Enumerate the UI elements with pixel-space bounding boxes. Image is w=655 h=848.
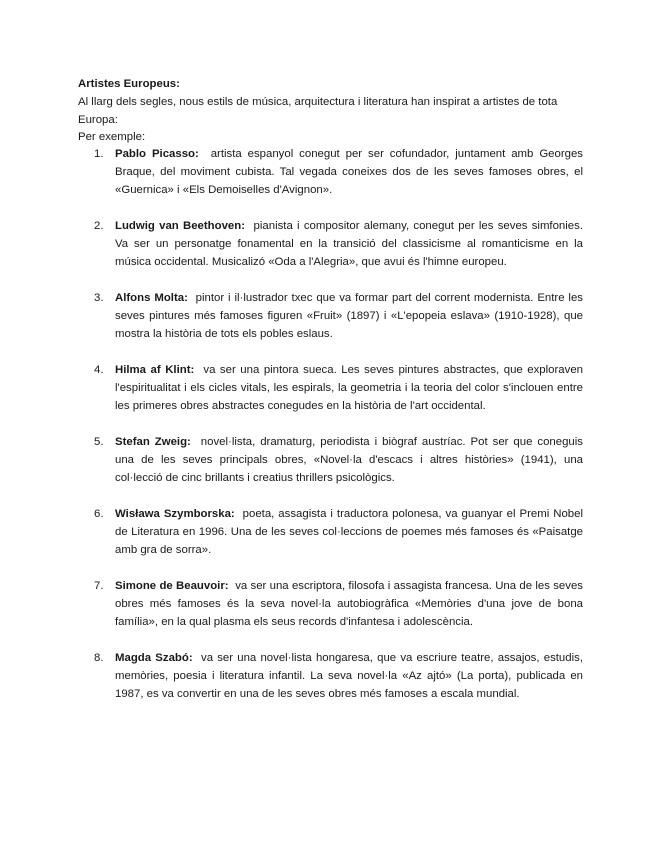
artist-name: Hilma af Klint: [115, 364, 195, 376]
document-heading: Artistes Europeus: [78, 78, 180, 90]
artist-name: Ludwig van Beethoven: [115, 220, 246, 232]
artist-name: Stefan Zweig: [115, 436, 191, 448]
artist-description: novel·lista, dramaturg, periodista i biògraf austríac. Pot ser que coneguis una de les seves principals obres, «Novel·la d'escacs i altres històries» (1941), una col·lecció de cinc brillants i creatius thrillers psicològics. [115, 436, 583, 484]
list-number: 5. [94, 436, 104, 448]
list-item [78, 361, 583, 415]
list-number: 1. [94, 148, 104, 160]
list-item [78, 433, 583, 487]
list-item [78, 505, 583, 559]
artist-description: va ser una escriptora, filosofa i assagista francesa. Una de les seves obres més famoses és la seva novel·la autobiogràfica «Memòries d'una jove de bona família», en la qual plasma els seus records d'infantesa i adolescència. [115, 580, 583, 628]
artist-description: poeta, assagista i traductora polonesa, va guanyar el Premi Nobel de Literatura en 1996. Una de les seves col·leccions de poemes més famoses és «Paisatge amb gra de sorra». [115, 508, 583, 556]
artist-description: va ser una pintora sueca. Les seves pintures abstractes, que exploraven l'espiritualitat i els cicles vitals, les espirals, la geometria i la teoria del color s'inclouen entre les primeres obres abstractes conegudes en la història de l'art occidental. [115, 364, 583, 412]
intro-paragraph: Al llarg dels segles, nous estils de música, arquitectura i literatura han inspirat a artistes de tota Europa: [78, 96, 558, 126]
artist-description: va ser una novel·lista hongaresa, que va escriure teatre, assajos, estudis, memòries, poesia i literatura infantil. La seva novel·la «Az ajtó» (La porta), publicada en 1987, es va convertir en una de les seves obres més famoses a escala mundial. [115, 652, 583, 700]
list-item [78, 577, 583, 631]
list-number: 2. [94, 220, 104, 232]
artist-name: Magda Szabó: [115, 652, 193, 664]
artist-name: Pablo Picasso: [115, 148, 199, 160]
artist-description: pintor i il·lustrador txec que va formar part del corrent modernista. Entre les seves pintures més famoses figuren «Fruit» (1897) i «L'epopeia eslava» (1910-1928), que mostra la història de tots els pobles eslaus. [115, 292, 583, 340]
list-item [78, 289, 583, 343]
artist-description: pianista i compositor alemany, conegut per les seves simfonies. Va ser un personatge fonamental en la transició del classicisme al romanticisme en la música occidental. Musicalizó «Oda a l'Alegria», que avui és l'himne europeu. [115, 220, 583, 268]
artist-name: Simone de Beauvoir: [115, 580, 229, 592]
list-number: 8. [94, 652, 104, 664]
list-number: 6. [94, 508, 104, 520]
list-item [78, 145, 583, 199]
artist-description: artista espanyol conegut per ser cofundador, juntament amb Georges Braque, del moviment cubista. Tal vegada coneixes dos de les seves famoses obres, el «Guernica» i «Els Demoiselles d'Avignon». [115, 148, 584, 196]
artist-name: Alfons Molta: [115, 292, 188, 304]
list-item [78, 649, 583, 703]
artist-name: Wisława Szymborska: [115, 508, 235, 520]
lead-text: Per exemple: [78, 131, 146, 143]
artist-list [78, 145, 583, 721]
list-item [78, 217, 583, 271]
list-number: 3. [94, 292, 104, 304]
list-number: 7. [94, 580, 104, 592]
list-number: 4. [94, 364, 104, 376]
